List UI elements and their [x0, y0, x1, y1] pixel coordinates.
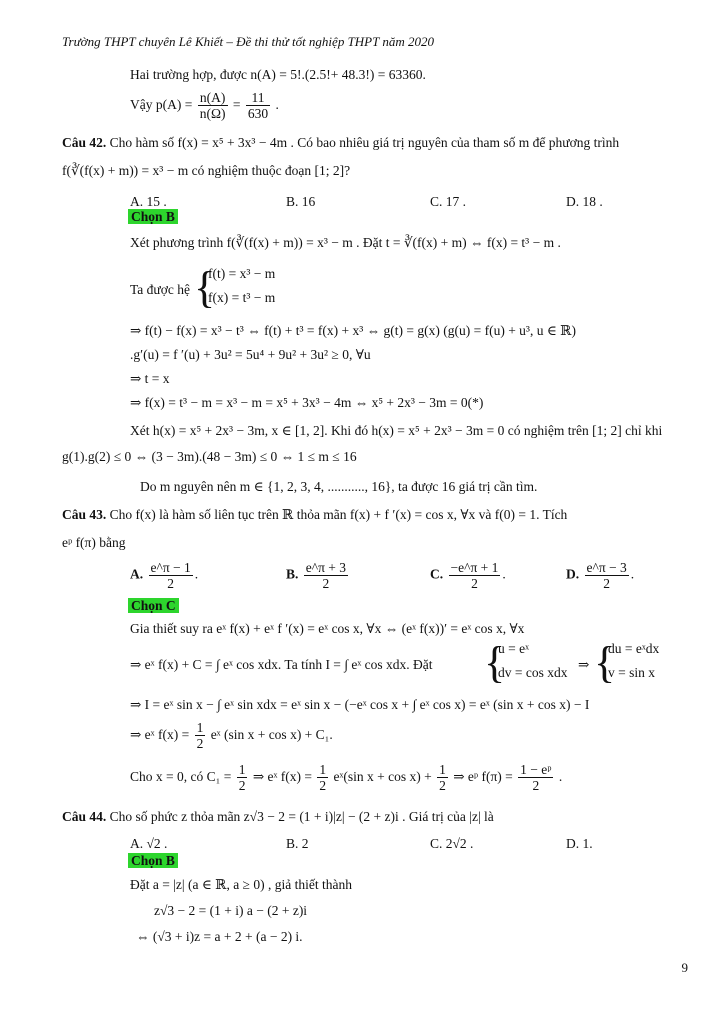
- q43-s5-frac-1: [237, 762, 248, 793]
- q43-substitution-left: [484, 638, 574, 689]
- intro-eq: =: [232, 97, 241, 112]
- q43-choice-b-frac: [304, 560, 348, 591]
- q43-text-1: Cho f(x) là hàm số liên tục trên ℝ thỏa mãn f(x) + f ′(x) = cos x, ∀x và f(0) = 1. Tích: [109, 507, 568, 522]
- q43-s5-mid3: ⇒ eᵖ f(π) =: [453, 769, 513, 784]
- q43-s5-frac1-den: 2: [238, 778, 246, 794]
- q43-s4-suffix: eˣ (sin x + cos x) + C₁.: [210, 727, 333, 742]
- q43-s5-frac-3: [437, 762, 448, 793]
- intro-fraction-1: [198, 90, 228, 121]
- q43-choice-a-num: e^π − 1: [150, 560, 191, 575]
- q43-choice-d-frac: [585, 560, 629, 591]
- q43-choice-b-label: B.: [286, 566, 299, 582]
- q44-choice-d: D. 1.: [566, 836, 593, 851]
- intro-frac2-den: 630: [247, 106, 269, 122]
- q43-choice-b-den: 2: [322, 576, 330, 591]
- intro-end: .: [275, 97, 279, 112]
- q43-choice-c-frac: [449, 560, 501, 591]
- q43-solution-1: Gia thiết suy ra eˣ f(x) + eˣ f ′(x) = eˣ cos x, ∀x ⇔ (eˣ f(x))′ = eˣ cos x, ∀x: [130, 621, 525, 636]
- q43-choice-a-den: 2: [167, 576, 174, 591]
- q42-solution-4: .g′(u) = f ′(u) + 3u² = 5u⁴ + 9u² + 3u² ≥ 0, ∀u: [130, 347, 371, 362]
- q42-line-1: [62, 134, 619, 152]
- q43-s5-frac-4: [518, 762, 553, 793]
- q43-s5-frac3-den: 2: [439, 778, 446, 794]
- q42-choice-d: D. 18 .: [566, 194, 603, 209]
- q43-s5-frac1-num: 1: [238, 762, 246, 778]
- q43-sub-row-2: dv = cos xdx: [498, 665, 568, 680]
- q43-choice-a-label: A.: [130, 566, 144, 582]
- intro-frac2-num: 11: [246, 90, 270, 106]
- q44-label: Câu 44.: [62, 809, 107, 824]
- q43-choice-b: [286, 560, 350, 591]
- q43-s5-frac2-den: 2: [319, 778, 327, 794]
- q42-system-prefix: Ta được hệ: [130, 282, 190, 297]
- q44-solution-1: Đặt a = |z| (a ∈ ℝ, a ≥ 0) , giả thiết thành: [130, 877, 352, 892]
- q44-solution-2: z√3 − 2 = (1 + i) a − (2 + z)i: [154, 903, 308, 918]
- q42-solution-5: ⇒ t = x: [130, 371, 170, 386]
- q43-sub-arrow: ⇒: [578, 657, 590, 672]
- q43-s4-den: 2: [196, 736, 204, 752]
- q43-choice-d-label: D.: [566, 566, 580, 582]
- q43-sub-row-3: du = eˣdx: [608, 641, 660, 656]
- q43-s5-end: .: [558, 769, 563, 784]
- q43-s5-frac4-num: 1 − eᵖ: [520, 762, 552, 778]
- page-header: Trường THPT chuyên Lê Khiết – Đề thi thử tốt nghiệp THPT năm 2020: [62, 34, 435, 49]
- q42-solution-7: Xét h(x) = x⁵ + 2x³ − 3m, x ∈ [1, 2]. Khi đó h(x) = x⁵ + 2x³ − 3m = 0 có nghiệm trên [1; 2] chỉ khi: [130, 423, 663, 438]
- q42-label: Câu 42.: [62, 135, 107, 150]
- q42-answer-badge: Chọn B: [128, 209, 178, 224]
- q43-solution-4: [130, 720, 333, 751]
- q43-solution-5: [130, 762, 562, 793]
- q44-choice-c: C. 2√2 .: [430, 836, 474, 851]
- q43-sub-row-4: v = sin x: [608, 665, 655, 680]
- q42-brace-icon: {: [194, 263, 216, 312]
- q43-substitution-right: [594, 638, 694, 689]
- q42-text-1: Cho hàm số f(x) = x⁵ + 3x³ − 4m . Có bao nhiêu giá trị nguyên của tham số m để phương trình: [109, 135, 620, 150]
- q44-line-1: [62, 808, 494, 826]
- q43-choice-c-label: C.: [430, 566, 444, 582]
- page-number: 9: [681, 960, 688, 975]
- q43-sub-row-1: u = eˣ: [498, 641, 530, 656]
- q43-choice-c: C. $\frac{-e\^{}\pi + 1}{2}$ .: [430, 560, 506, 591]
- q43-choice-d: D. $\frac{e\^{}\pi - 3}{2}$ .: [566, 560, 635, 591]
- intro-frac1-den: n(Ω): [199, 106, 226, 122]
- q43-brace-left-icon: {: [484, 638, 506, 687]
- q43-line-1: [62, 506, 567, 524]
- q43-choice-d-den: 2: [603, 576, 610, 591]
- q42-system-row-2: f(x) = t³ − m: [208, 290, 276, 305]
- q42-solution-1: Xét phương trình f(∛(f(x) + m)) = x³ − m . Đặt t = ∛(f(x) + m) ⇔ f(x) = t³ − m .: [130, 235, 561, 250]
- q43-answer-badge: Chọn C: [128, 598, 179, 613]
- q43-solution-3: ⇒ I = eˣ sin x − ∫ eˣ sin xdx = eˣ sin x − (−eˣ cos x + ∫ eˣ cos x) = eˣ (sin x + cos x) − I: [130, 697, 590, 712]
- q42-system-row-1: f(t) = x³ − m: [208, 266, 276, 281]
- q43-choice-a: A. $\frac{e\^{}\pi - 1}{2}$ .: [130, 560, 199, 591]
- q43-s5-frac-2: [317, 762, 328, 793]
- q42-solution-8: g(1).g(2) ≤ 0 ⇔ (3 − 3m).(48 − 3m) ≤ 0 ⇔ 1 ≤ m ≤ 16: [62, 449, 357, 464]
- q42-choice-a: A. 15 .: [130, 194, 167, 209]
- q43-s4-frac: [195, 720, 206, 751]
- q43-solution-2: ⇒ eˣ f(x) + C = ∫ eˣ cos xdx. Ta tính I = ∫ eˣ cos xdx. Đặt: [130, 657, 433, 672]
- q42-solution-6: ⇒ f(x) = t³ − m = x³ − m = x⁵ + 3x³ − 4m ⇔ x⁵ + 2x³ − 3m = 0(*): [130, 395, 484, 410]
- q43-s4-num: 1: [196, 720, 204, 736]
- intro-frac1-num: n(A): [198, 90, 228, 106]
- q43-s5-mid1: ⇒ eˣ f(x) =: [252, 769, 312, 784]
- q42-solution-3: ⇒ f(t) − f(x) = x³ − t³ ⇔ f(t) + t³ = f(x) + x³ ⇔ g(t) = g(x) (g(u) = f(u) + u³, u ∈ ℝ): [130, 323, 576, 338]
- q42-choice-b: B. 16: [286, 194, 316, 209]
- intro-prob-prefix: Vậy p(A) =: [130, 97, 193, 112]
- q43-choice-c-den: 2: [471, 576, 478, 591]
- intro-fraction-2: [246, 90, 270, 121]
- q44-text-1: Cho số phức z thỏa mãn z√3 − 2 = (1 + i)|z| − (2 + z)i . Giá trị của |z| là: [109, 809, 494, 824]
- q44-answer-badge: Chọn B: [128, 853, 178, 868]
- q43-s5-frac3-num: 1: [439, 762, 446, 778]
- q43-brace-right-icon: {: [594, 638, 616, 687]
- q42-solution-9: Do m nguyên nên m ∈ {1, 2, 3, 4, ..........., 16}, ta được 16 giá trị cần tìm.: [140, 479, 538, 494]
- q43-s5-prefix: Cho x = 0, có C₁ =: [130, 769, 232, 784]
- q43-s5-mid2: eˣ(sin x + cos x) +: [333, 769, 432, 784]
- q42-text-2: f(∛(f(x) + m)) = x³ − m có nghiệm thuộc đoạn [1; 2]?: [62, 163, 351, 178]
- q43-s4-prefix: ⇒ eˣ f(x) =: [130, 727, 190, 742]
- q43-s5-frac4-den: 2: [532, 778, 540, 794]
- q43-choice-c-num: −e^π + 1: [450, 560, 499, 575]
- q43-text-2: eᵖ f(π) bằng: [62, 535, 126, 550]
- q42-choice-c: C. 17 .: [430, 194, 467, 209]
- q44-choice-a: A. √2 .: [130, 836, 168, 851]
- q43-choice-b-num: e^π + 3: [305, 560, 347, 575]
- q44-choice-b: B. 2: [286, 836, 309, 851]
- q43-s5-frac2-num: 1: [319, 762, 327, 778]
- q43-choice-a-frac: [149, 560, 193, 591]
- q44-solution-3: ⇔ (√3 + i)z = a + 2 + (a − 2) i.: [136, 929, 303, 944]
- q43-choice-d-num: e^π − 3: [586, 560, 627, 575]
- intro-line-2: [130, 90, 279, 121]
- q42-system: [194, 263, 354, 314]
- q43-label: Câu 43.: [62, 507, 107, 522]
- intro-line-1: Hai trường hợp, được n(A) = 5!.(2.5!+ 48.3!) = 63360.: [130, 67, 426, 82]
